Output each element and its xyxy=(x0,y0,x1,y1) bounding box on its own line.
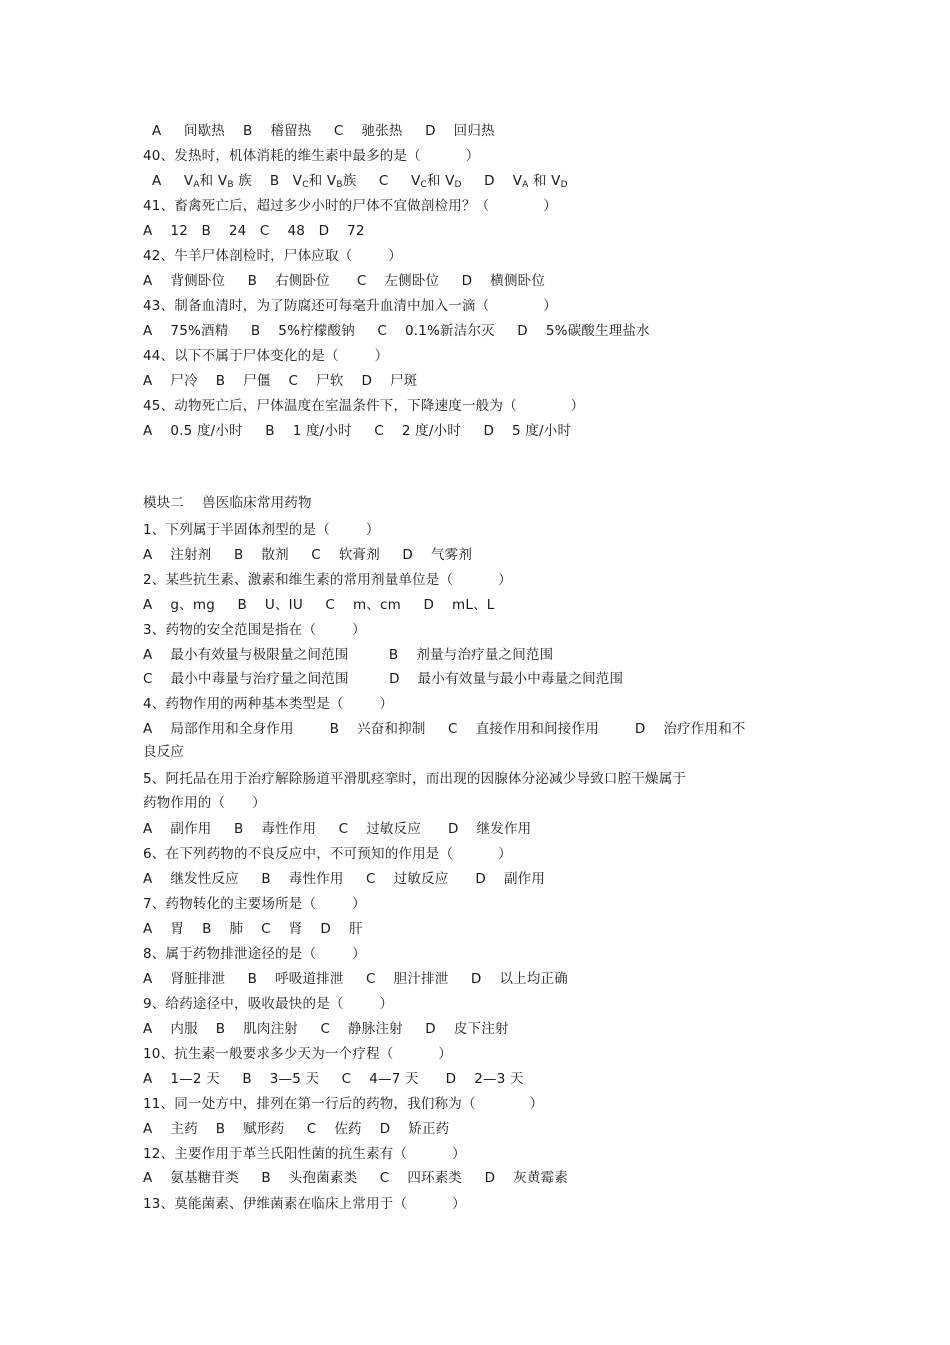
answer-options-2: A g、mg B U、IU C m、cm D mL、L xyxy=(143,597,495,613)
answer-options-3-ab: A 最小有效量与极限量之间范围 B 剂量与治疗量之间范围 xyxy=(143,647,554,663)
section-title: 模块二 兽医临床常用药物 xyxy=(143,495,312,511)
answer-options-4: A 局部作用和全身作用 B 兴奋和抑制 C 直接作用和间接作用 D 治疗作用和不 xyxy=(143,721,746,737)
answer-options-44: A 尸冷 B 尸僵 C 尸软 D 尸斑 xyxy=(143,373,418,389)
answer-options-39: A 间歇热 B 稽留热 C 驰张热 D 回归热 xyxy=(143,123,495,139)
answer-options-41: A 12 B 24 C 48 D 72 xyxy=(143,223,365,239)
question-4: 4、药物作用的两种基本类型是（ ） xyxy=(143,696,394,712)
question-3: 3、药物的安全范围是指在（ ） xyxy=(143,622,366,638)
answer-options-11: A 主药 B 赋形药 C 佐药 D 矫正药 xyxy=(143,1121,450,1137)
answer-options-6: A 继发性反应 B 毒性作用 C 过敏反应 D 副作用 xyxy=(143,871,546,887)
answer-options-3-cd: C 最小中毒量与治疗量之间范围 D 最小有效量与最小中毒量之间范围 xyxy=(143,671,624,687)
answer-options-42: A 背侧卧位 B 右侧卧位 C 左侧卧位 D 横侧卧位 xyxy=(143,273,546,289)
answer-options-40: A $V_A$和 $V_B$ 族 B $V_C$和 $V_B$族 C $V_C$和 $V_D$ D $V_A$ 和 $V_D$ xyxy=(143,173,568,190)
question-11: 11、同一处方中，排列在第一行后的药物，我们称为（ ） xyxy=(143,1096,544,1112)
question-1: 1、下列属于半固体剂型的是（ ） xyxy=(143,522,380,538)
answer-options-8: A 肾脏排泄 B 呼吸道排泄 C 胆汁排泄 D 以上均正确 xyxy=(143,971,568,987)
question-7: 7、药物转化的主要场所是（ ） xyxy=(143,896,366,912)
question-40: 40、发热时，机体消耗的维生素中最多的是（ ） xyxy=(143,148,480,164)
answer-options-4-cont: 良反应 xyxy=(143,744,185,760)
question-41: 41、畜禽死亡后，超过多少小时的尸体不宜做剖检用？（ ） xyxy=(143,198,557,214)
answer-options-7: A 胃 B 肺 C 肾 D 肝 xyxy=(143,921,363,937)
question-2: 2、某些抗生素、激素和维生素的常用剂量单位是（ ） xyxy=(143,572,512,588)
question-8: 8、属于药物排泄途径的是（ ） xyxy=(143,946,366,962)
answer-options-9: A 内服 B 肌肉注射 C 静脉注射 D 皮下注射 xyxy=(143,1021,509,1037)
question-10: 10、抗生素一般要求多少天为一个疗程（ ） xyxy=(143,1046,453,1062)
answer-options-5: A 副作用 B 毒性作用 C 过敏反应 D 继发作用 xyxy=(143,821,532,837)
question-5: 5、阿托品在用于治疗解除肠道平滑肌痉挛时，而出现的因腺体分泌减少导致口腔干燥属于 xyxy=(143,771,687,787)
answer-options-10: A 1—2 天 B 3—5 天 C 4—7 天 D 2—3 天 xyxy=(143,1071,524,1087)
question-9: 9、给药途径中，吸收最快的是（ ） xyxy=(143,996,394,1012)
question-45: 45、动物死亡后，尸体温度在室温条件下，下降速度一般为（ ） xyxy=(143,398,585,414)
question-44: 44、以下不属于尸体变化的是（ ） xyxy=(143,348,389,364)
answer-options-12: A 氨基糖苷类 B 头孢菌素类 C 四环素类 D 灰黄霉素 xyxy=(143,1170,568,1186)
question-12: 12、主要作用于革兰氏阳性菌的抗生素有（ ） xyxy=(143,1146,466,1162)
question-13: 13、莫能菌素、伊维菌素在临床上常用于（ ） xyxy=(143,1196,466,1212)
question-43: 43、制备血清时，为了防腐还可每毫升血清中加入一滴（ ） xyxy=(143,298,557,314)
question-42: 42、牛羊尸体剖检时，尸体应取（ ） xyxy=(143,248,403,264)
question-5-cont: 药物作用的（ ） xyxy=(143,795,266,811)
answer-options-1: A 注射剂 B 散剂 C 软膏剂 D 气雾剂 xyxy=(143,547,473,563)
question-6: 6、在下列药物的不良反应中，不可预知的作用是（ ） xyxy=(143,846,512,862)
answer-options-45: A 0.5 度/小时 B 1 度/小时 C 2 度/小时 D 5 度/小时 xyxy=(143,423,572,439)
answer-options-43: A 75%酒精 B 5%柠檬酸钠 C 0.1%新洁尔灭 D 5%碳酸生理盐水 xyxy=(143,323,650,339)
